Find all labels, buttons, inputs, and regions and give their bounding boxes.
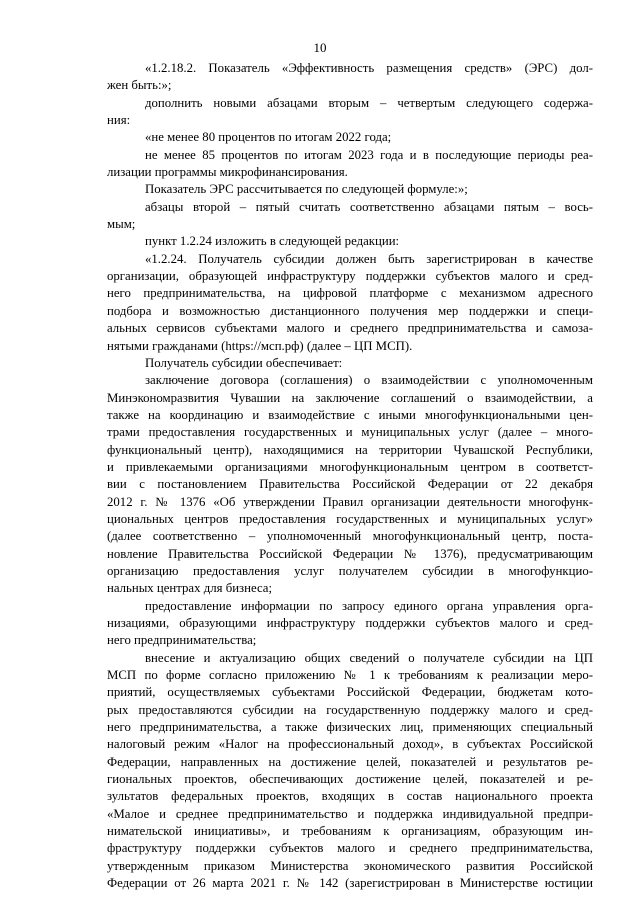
text-line: Показатель ЭРС рассчитывается по следующей формуле:»; [145, 182, 468, 197]
text-line: (далее соответственно – уполномоченный многофункциональный центр, поста- [107, 529, 593, 544]
text-line: предоставление информации по запросу единого органа управления орга- [145, 598, 593, 613]
text-line: абзацы второй – пятый считать соответственно абзацами пятым – вось- [145, 199, 593, 214]
text-line: рых предоставляются субсидии на государственную поддержку малого и сред- [107, 702, 593, 717]
text-line: него предпринимательства; [107, 633, 257, 648]
text-line: Получатель субсидии обеспечивает: [145, 355, 343, 370]
text-line: функциональный центр), находящимися на территории Чувашской Республики, [107, 442, 593, 457]
text-line: трами предоставления государственных и муниципальных услуг (далее – много- [107, 425, 593, 440]
text-line: него предпринимательства, а также физических лиц, применяющих специальный [107, 720, 593, 735]
text-line: приятий, осуществляемых субъектами Российской Федерации, бюджетам кото- [107, 685, 593, 700]
text-line: нимательской инициативы», и требованиям к организациям, образующим ин- [107, 824, 593, 839]
text-line: нальных центрах для бизнеса; [107, 581, 273, 596]
text-line: организацию предоставления услуг получателем субсидии в многофункцио- [107, 563, 593, 578]
text-line: подбора и возможностью дистанционного получения мер поддержки и специ- [107, 303, 593, 318]
text-line: гиональных проектов, обеспечивающих достижение целей, показателей и ре- [107, 772, 593, 787]
text-line: «не менее 80 процентов по итогам 2022 года; [145, 130, 392, 145]
text-line: новление Правительства Российской Федерации № 1376), предусматривающим [107, 546, 593, 561]
page-number: 10 [313, 40, 327, 55]
document-body [107, 60, 593, 893]
text-line: циональных центров предоставления государственных и муниципальных услуг» [107, 511, 593, 526]
text-line: «Малое и среднее предпринимательство и поддержка индивидуальной предпри- [107, 806, 593, 821]
text-line: мым; [107, 217, 136, 232]
text-line: налоговый режим «Налог на профессиональный доход», в субъектах Российской [107, 737, 593, 752]
text-line: фраструктуру поддержки субъектов малого и среднего предпринимательства, [107, 841, 593, 856]
text-line: Федерации от 26 марта 2021 г. № 142 (зарегистрирован в Министерстве юстиции [107, 876, 593, 891]
text-line: зультатов федеральных проектов, входящих в состав национального проекта [107, 789, 593, 804]
text-line: Минэкономразвития Чувашии на заключение соглашений о взаимодействии, а [107, 390, 593, 405]
text-line: него предпринимательства, на цифровой платформе с механизмом адресного [107, 286, 593, 301]
text-line: МСП по форме согласно приложению № 1 к требованиям к реализации меро- [107, 668, 593, 683]
text-line: Федерации, направленных на достижение целей, показателей и результатов ре- [107, 754, 593, 769]
text-line: низациями, образующими инфраструктуру поддержки субъектов малого и сред- [107, 616, 593, 630]
text-line: заключение договора (соглашения) о взаимодействии с уполномоченным [145, 373, 593, 388]
text-line: дополнить новыми абзацами вторым – четвертым следующего содержа- [145, 95, 593, 110]
text-line: жен быть:»; [107, 78, 172, 93]
text-line: нятыми гражданами (https://мсп.рф) (далее – ЦП МСП). [107, 338, 413, 353]
text-line: «1.2.18.2. Показатель «Эффективность размещения средств» (ЭРС) дол- [145, 61, 593, 75]
text-line: утвержденным приказом Министерства экономического развития Российской [107, 858, 593, 873]
text-line: «1.2.24. Получатель субсидии должен быть зарегистрирован в качестве [145, 251, 593, 266]
text-line: и привлекаемыми организациями многофункциональным центром в соответст- [107, 459, 593, 474]
text-line: пункт 1.2.24 изложить в следующей редакции: [145, 234, 400, 249]
text-line: лизации программы микрофинансирования. [107, 165, 348, 180]
text-line: альных сервисов субъектами малого и среднего предпринимательства и самоза- [107, 321, 593, 336]
text-line: 2012 г. № 1376 «Об утверждении Правил организации деятельности многофунк- [107, 494, 593, 509]
text-line: организации, образующей инфраструктуру поддержки субъектов малого и сред- [107, 269, 593, 284]
text-line: ния: [107, 113, 131, 128]
text-line: также на координацию и взаимодействие с иными многофункциональными цен- [107, 407, 593, 422]
text-line: не менее 85 процентов по итогам 2023 года и в последующие периоды реа- [145, 147, 593, 162]
text-line: вии с постановлением Правительства Российской Федерации от 22 декабря [107, 477, 593, 492]
text-line: внесение и актуализацию общих сведений о получателе субсидии на ЦП [145, 650, 593, 665]
